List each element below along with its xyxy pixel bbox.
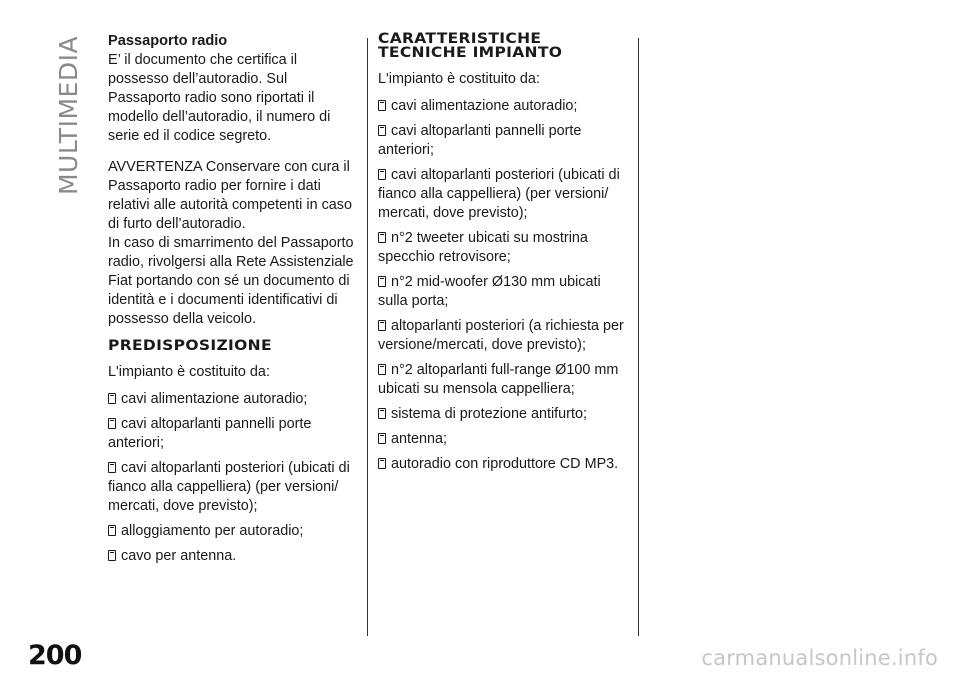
list-item: n°2 mid-woofer Ø130 mm ubicati sulla porta; <box>378 274 601 309</box>
features-list <box>378 97 630 474</box>
checkbox-bullet-icon <box>378 364 386 375</box>
checkbox-bullet-icon <box>378 100 386 111</box>
predisposizione-heading: PREDISPOSIZIONE <box>108 338 272 354</box>
predisposizione-intro: L'impianto è costituito da: <box>108 364 270 380</box>
predisposizione-list <box>108 390 358 566</box>
list-item: autoradio con riproduttore CD MP3. <box>378 455 630 474</box>
checkbox-bullet-icon <box>108 418 116 429</box>
column-divider-left <box>367 38 368 636</box>
list-item: cavi altoparlanti posteriori (ubicati di fianco alla cappelliera) (per versioni/ mercati, dove previsto); <box>108 460 350 514</box>
checkbox-bullet-icon <box>378 125 386 136</box>
list-item: n°2 altoparlanti full-range Ø100 mm ubicati su mensola cappelliera; <box>378 362 619 397</box>
list-item: cavo per antenna. <box>108 547 358 566</box>
list-item: cavi alimentazione autoradio; <box>378 97 630 116</box>
checkbox-bullet-icon <box>108 525 116 536</box>
checkbox-bullet-icon <box>378 433 386 444</box>
list-item: alloggiamento per autoradio; <box>108 522 358 541</box>
section-label <box>52 30 86 200</box>
features-intro: L'impianto è costituito da: <box>378 71 540 87</box>
list-item: antenna; <box>378 430 630 449</box>
checkbox-bullet-icon <box>108 462 116 473</box>
page-number: 200 <box>28 640 82 671</box>
watermark: carmanualsonline.info <box>701 646 938 670</box>
list-item: cavi altoparlanti posteriori (ubicati di fianco alla cappelliera) (per versioni/ mercati, dove previsto); <box>378 167 620 221</box>
list-item: cavi altoparlanti pannelli porte anteriori; <box>108 416 312 451</box>
checkbox-bullet-icon <box>378 320 386 331</box>
passport-text: E’ il documento che certifica il possesso dell’autoradio. Sul Passaporto radio sono riportati il modello dell’autoradio, il numero di serie ed il codice segreto. <box>108 52 331 144</box>
list-item: sistema di protezione antifurto; <box>378 405 630 424</box>
left-column <box>108 32 358 566</box>
list-item: cavi altoparlanti pannelli porte anteriori; <box>378 123 582 158</box>
list-item: cavi alimentazione autoradio; <box>108 390 358 409</box>
checkbox-bullet-icon <box>378 169 386 180</box>
checkbox-bullet-icon <box>378 458 386 469</box>
checkbox-bullet-icon <box>378 232 386 243</box>
right-column <box>378 32 630 474</box>
features-heading-line2: TECNICHE IMPIANTO <box>378 45 563 61</box>
passport-title: Passaporto radio <box>108 33 228 49</box>
features-heading-line1: CARATTERISTICHE <box>378 31 542 47</box>
checkbox-bullet-icon <box>108 550 116 561</box>
checkbox-bullet-icon <box>108 393 116 404</box>
checkbox-bullet-icon <box>378 276 386 287</box>
list-item: n°2 tweeter ubicati su mostrina specchio retrovisore; <box>378 230 588 265</box>
warning-text: AVVERTENZA Conservare con cura il Passaporto radio per fornire i dati relativi alle autorità competenti in caso di furto dell’autoradio. <box>108 159 352 232</box>
section-label-text: MULTIMEDIA <box>54 35 84 195</box>
warning-text-lost: In caso di smarrimento del Passaporto radio, rivolgersi alla Rete Assistenziale Fiat portando con sé un documento di identità e i documenti identificativi di possesso della veicolo. <box>108 235 354 327</box>
checkbox-bullet-icon <box>378 408 386 419</box>
list-item: altoparlanti posteriori (a richiesta per versione/mercati, dove previsto); <box>378 318 624 353</box>
column-divider-right <box>638 38 639 636</box>
